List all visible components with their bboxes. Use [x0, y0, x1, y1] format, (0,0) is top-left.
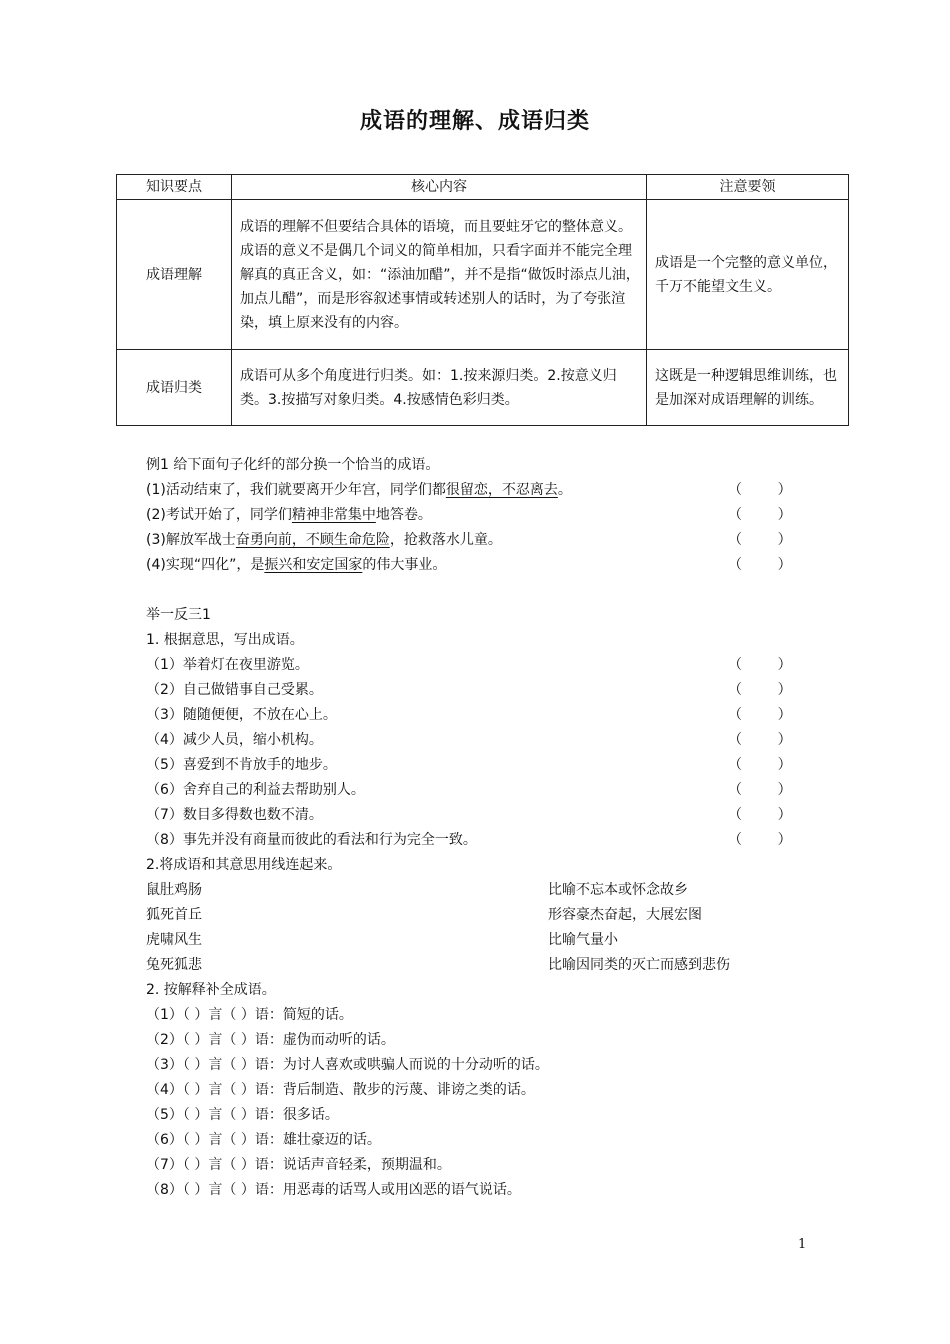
table-cell-note: 这既是一种逻辑思维训练，也是加深对成语理解的训练。 [647, 350, 849, 426]
item-text: 。 [557, 482, 572, 498]
question-item: （2）自己做错事自己受累。 [146, 682, 323, 698]
question-title: 2.将成语和其意思用线连起来。 [146, 857, 342, 873]
answer-blank[interactable]: （ ） [728, 757, 792, 773]
item-meaning: 说话声音轻柔，预期温和。 [282, 1157, 451, 1173]
underlined-phrase: 振兴和安定国家 [264, 557, 363, 573]
item-number: （7） [146, 1157, 183, 1173]
table-header-row [117, 175, 849, 200]
answer-blank[interactable]: （ ） [728, 832, 792, 848]
fill-blank[interactable]: （ ）言（ ）语： [182, 1157, 283, 1173]
question-item: （7）数目多得数也数不清。 [146, 807, 323, 823]
item-meaning: 虚伪而动听的话。 [282, 1032, 395, 1048]
item-number: (4) [146, 557, 166, 573]
table-header: 核心内容 [232, 175, 647, 200]
question-item: （8）事先并没有商量而彼此的看法和行为完全一致。 [146, 832, 477, 848]
fill-item [146, 1055, 549, 1075]
answer-blank[interactable]: （ ） [728, 707, 792, 723]
item-number: （4） [146, 1082, 183, 1098]
item-number: (1) [146, 482, 166, 498]
item-number: （1） [146, 1007, 183, 1023]
page-title: 成语的理解、成语归类 [359, 108, 590, 134]
item-number: （2） [146, 1032, 183, 1048]
question-item: （6）舍弃自己的利益去帮助别人。 [146, 782, 365, 798]
item-number: (3) [146, 532, 166, 548]
fill-item [146, 1130, 381, 1150]
example-title: 例1 给下面句子化纤的部分换一个恰当的成语。 [146, 457, 440, 473]
table-header: 知识要点 [117, 175, 232, 200]
idiom-left[interactable]: 兔死狐悲 [146, 957, 202, 973]
question-item: （3）随随便便，不放在心上。 [146, 707, 337, 723]
fill-blank[interactable]: （ ）言（ ）语： [182, 1032, 283, 1048]
table-cell-note: 成语是一个完整的意义单位，千万不能望文生义。 [647, 200, 849, 350]
question-title: 1. 根据意思，写出成语。 [146, 632, 304, 648]
question-title: 2. 按解释补全成语。 [146, 982, 276, 998]
item-number: (2) [146, 507, 166, 523]
item-text: 地答卷。 [375, 507, 432, 523]
table-cell-content: 成语的理解不但要结合具体的语境，而且要蛀牙它的整体意义。成语的意义不是偶几个词义的简单相加，只看字面并不能完全理解真的真正含义，如：“添油加醋”，并不是指“做饭时添点儿油，加点儿醋”，而是形容叙述事情或转述别人的话时，为了夸张渲染，填上原来没有的内容。 [232, 200, 647, 350]
fill-item [146, 1180, 521, 1200]
underlined-phrase: 很留恋，不忍离去 [445, 482, 558, 498]
table-cell-content: 成语可从多个角度进行归类。如：1.按来源归类。2.按意义归类。3.按描写对象归类。4.按感情色彩归类。 [232, 350, 647, 426]
fill-blank[interactable]: （ ）言（ ）语： [182, 1057, 283, 1073]
answer-blank[interactable]: （ ） [728, 682, 792, 698]
item-text: 实现“四化”，是 [165, 557, 265, 573]
example-item [146, 505, 432, 525]
answer-blank[interactable]: （ ） [728, 557, 792, 573]
question-item: （5）喜爱到不肯放手的地步。 [146, 757, 337, 773]
fill-item [146, 1105, 339, 1125]
item-number: （5） [146, 1107, 183, 1123]
idiom-left[interactable]: 虎啸风生 [146, 932, 202, 948]
item-text: 考试开始了，同学们 [165, 507, 292, 523]
meaning-right[interactable]: 比喻不忘本或怀念故乡 [548, 882, 688, 898]
meaning-right[interactable]: 形容豪杰奋起，大展宏图 [548, 907, 702, 923]
fill-item [146, 1080, 535, 1100]
page-number: 1 [798, 1237, 807, 1252]
knowledge-table [116, 174, 849, 426]
fill-blank[interactable]: （ ）言（ ）语： [182, 1107, 283, 1123]
meaning-right[interactable]: 比喻气量小 [548, 932, 618, 948]
item-text: 的伟大事业。 [362, 557, 447, 573]
item-text: 活动结束了，我们就要离开少年宫，同学们都 [165, 482, 446, 498]
question-item: （4）减少人员，缩小机构。 [146, 732, 323, 748]
item-meaning: 雄壮豪迈的话。 [282, 1132, 381, 1148]
underlined-phrase: 奋勇向前，不顾生命危险 [235, 532, 390, 548]
answer-blank[interactable]: （ ） [728, 732, 792, 748]
table-row [117, 200, 849, 350]
answer-blank[interactable]: （ ） [728, 807, 792, 823]
answer-blank[interactable]: （ ） [728, 482, 792, 498]
table-cell-point: 成语理解 [117, 200, 232, 350]
item-number: （6） [146, 1132, 183, 1148]
example-item [146, 480, 572, 500]
example-item [146, 530, 502, 550]
table-header: 注意要领 [647, 175, 849, 200]
practice-title: 举一反三1 [146, 607, 211, 623]
fill-blank[interactable]: （ ）言（ ）语： [182, 1132, 283, 1148]
answer-blank[interactable]: （ ） [728, 657, 792, 673]
fill-item [146, 1005, 353, 1025]
fill-item [146, 1155, 451, 1175]
answer-blank[interactable]: （ ） [728, 782, 792, 798]
fill-item [146, 1030, 395, 1050]
question-item: （1）举着灯在夜里游览。 [146, 657, 309, 673]
fill-blank[interactable]: （ ）言（ ）语： [182, 1182, 283, 1198]
fill-blank[interactable]: （ ）言（ ）语： [182, 1007, 283, 1023]
fill-blank[interactable]: （ ）言（ ）语： [182, 1082, 283, 1098]
item-meaning: 背后制造、散步的污蔑、诽谤之类的话。 [282, 1082, 535, 1098]
answer-blank[interactable]: （ ） [728, 507, 792, 523]
idiom-left[interactable]: 狐死首丘 [146, 907, 202, 923]
item-text: 解放军战士 [165, 532, 236, 548]
example-item [146, 555, 446, 575]
underlined-phrase: 精神非常集中 [291, 507, 376, 523]
item-text: ，抢救落水儿童。 [389, 532, 502, 548]
item-meaning: 为讨人喜欢或哄骗人而说的十分动听的话。 [282, 1057, 549, 1073]
item-meaning: 很多话。 [282, 1107, 339, 1123]
idiom-left[interactable]: 鼠肚鸡肠 [146, 882, 202, 898]
table-cell-point: 成语归类 [117, 350, 232, 426]
item-number: （3） [146, 1057, 183, 1073]
meaning-right[interactable]: 比喻因同类的灭亡而感到悲伤 [548, 957, 730, 973]
answer-blank[interactable]: （ ） [728, 532, 792, 548]
item-number: （8） [146, 1182, 183, 1198]
item-meaning: 简短的话。 [282, 1007, 353, 1023]
table-row [117, 350, 849, 426]
item-meaning: 用恶毒的话骂人或用凶恶的语气说话。 [282, 1182, 521, 1198]
